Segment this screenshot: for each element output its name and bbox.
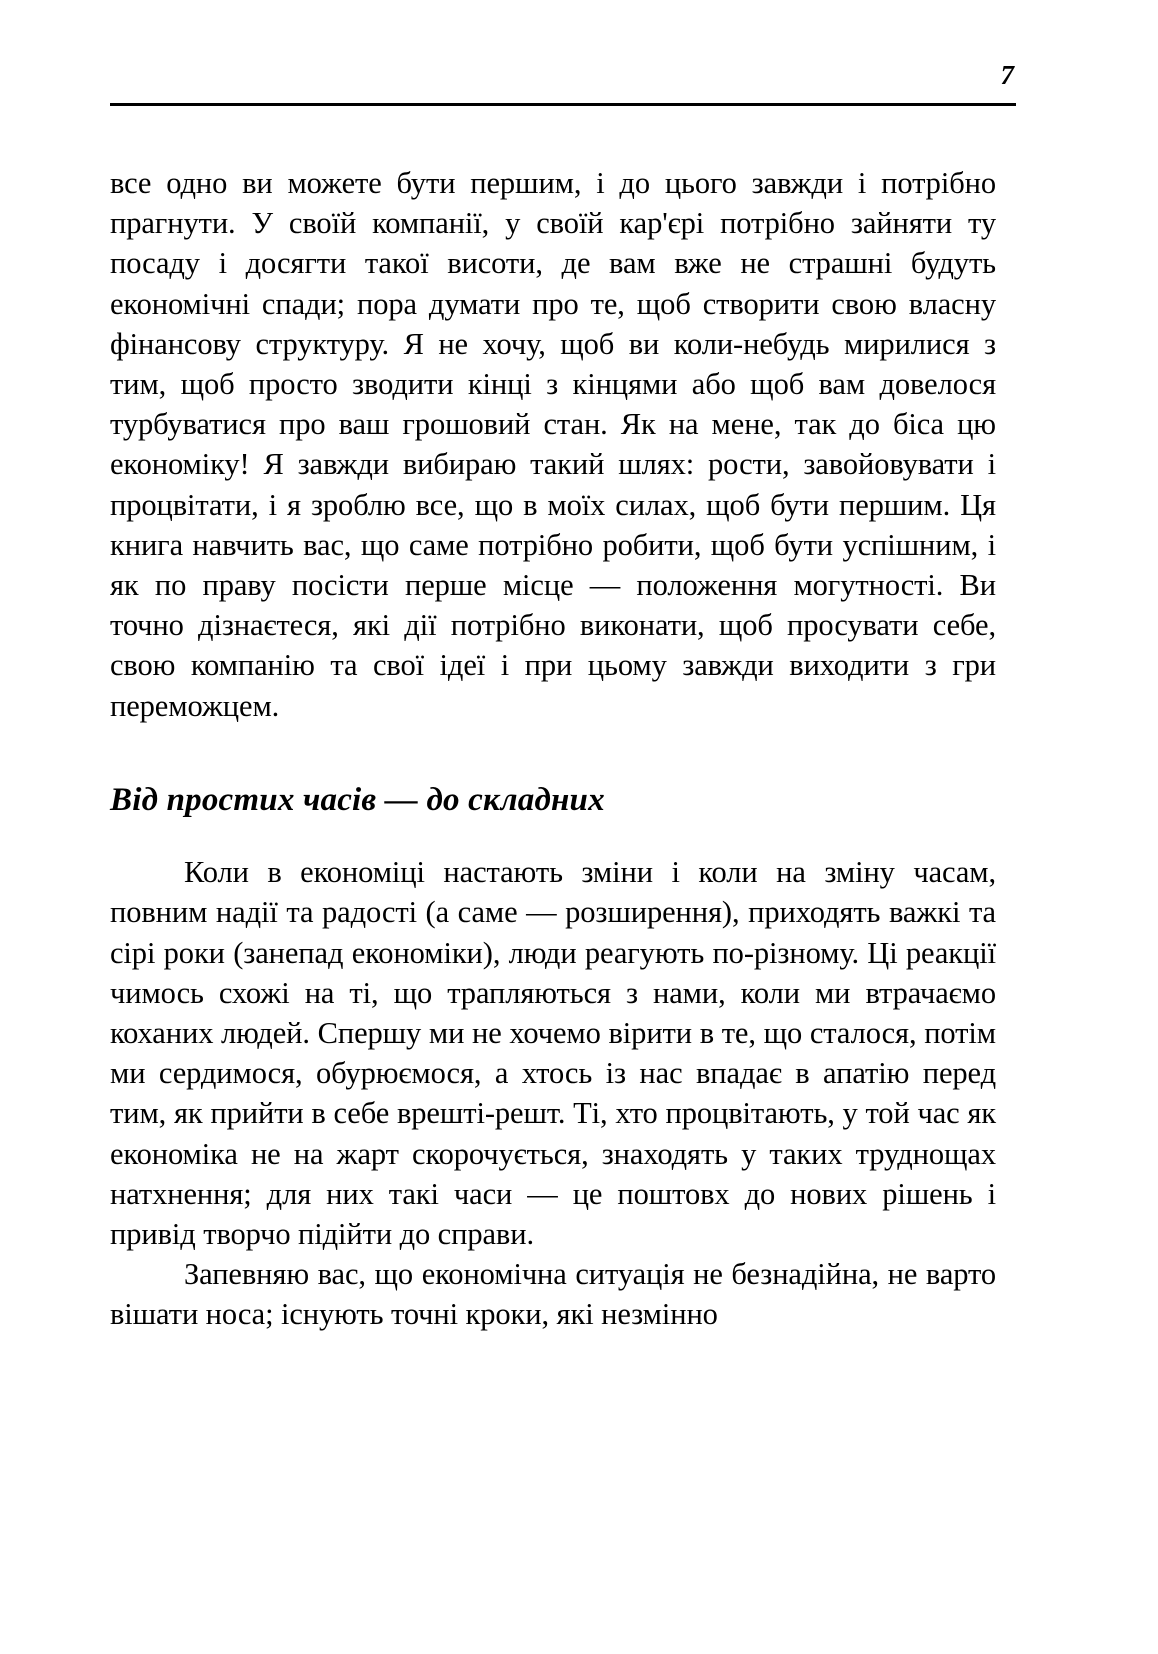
spacer-after-heading <box>110 818 996 852</box>
page-header <box>110 62 1016 106</box>
page-number: 7 <box>1000 60 1014 90</box>
text-column <box>110 163 996 1335</box>
paragraph-section-1: Коли в економіці настають зміни і коли на зміну часам, повним надії та радості (а саме — розширення), приходять важкі та сірі роки (занепад економіки), люди реагують по-різному. Ці реакції чимось схожі на ті, що трапляються з нами, коли ми втрачаємо коханих людей. Спершу ми не хочемо вірити в те, що сталося, потім ми сердимося, обурюємося, а хтось із нас впадає в апатію перед тим, як прийти в себе врешті-решт. Ті, хто процвітають, у той час як економіка не на жарт скорочується, знаходять у таких труднощах натхнення; для них такі часи — це поштовх до нових рішень і привід творчо підійти до справи. <box>110 855 996 1251</box>
spacer-before-heading <box>110 726 996 782</box>
paragraph-continued: все одно ви можете бути першим, і до цього завжди і потрібно прагнути. У своїй компанії, у своїй кар'єрі потрібно зайняти ту посаду і досягти такої висоти, де вам вже не страшні будуть економічні спади; пора думати про те, щоб створити свою власну фінансову структуру. Я не хочу, щоб ви коли-небудь мирилися з тим, щоб просто зводити кінці з кінцями або щоб вам довелося турбуватися про ваш грошовий стан. Як на мене, так до біса цю економіку! Я завжди вибираю такий шлях: рости, завойовувати і процвітати, і я зроблю все, що в моїх силах, щоб бути першим. Ця книга навчить вас, що саме потрібно робити, щоб бути успішним, і як по праву посісти перше місце — положення могутності. Ви точно дізнаєтеся, які дії потрібно виконати, щоб просувати себе, свою компанію та свої ідеї і при цьому завжди виходити з гри переможцем. <box>110 166 996 723</box>
header-rule-divider <box>110 103 1016 106</box>
section-heading: Від простих часів — до складних <box>110 781 605 818</box>
paragraph-section-2: Запевняю вас, що економічна ситуація не безнадійна, не варто вішати носа; існують точні кроки, які незмінно <box>110 1257 996 1332</box>
